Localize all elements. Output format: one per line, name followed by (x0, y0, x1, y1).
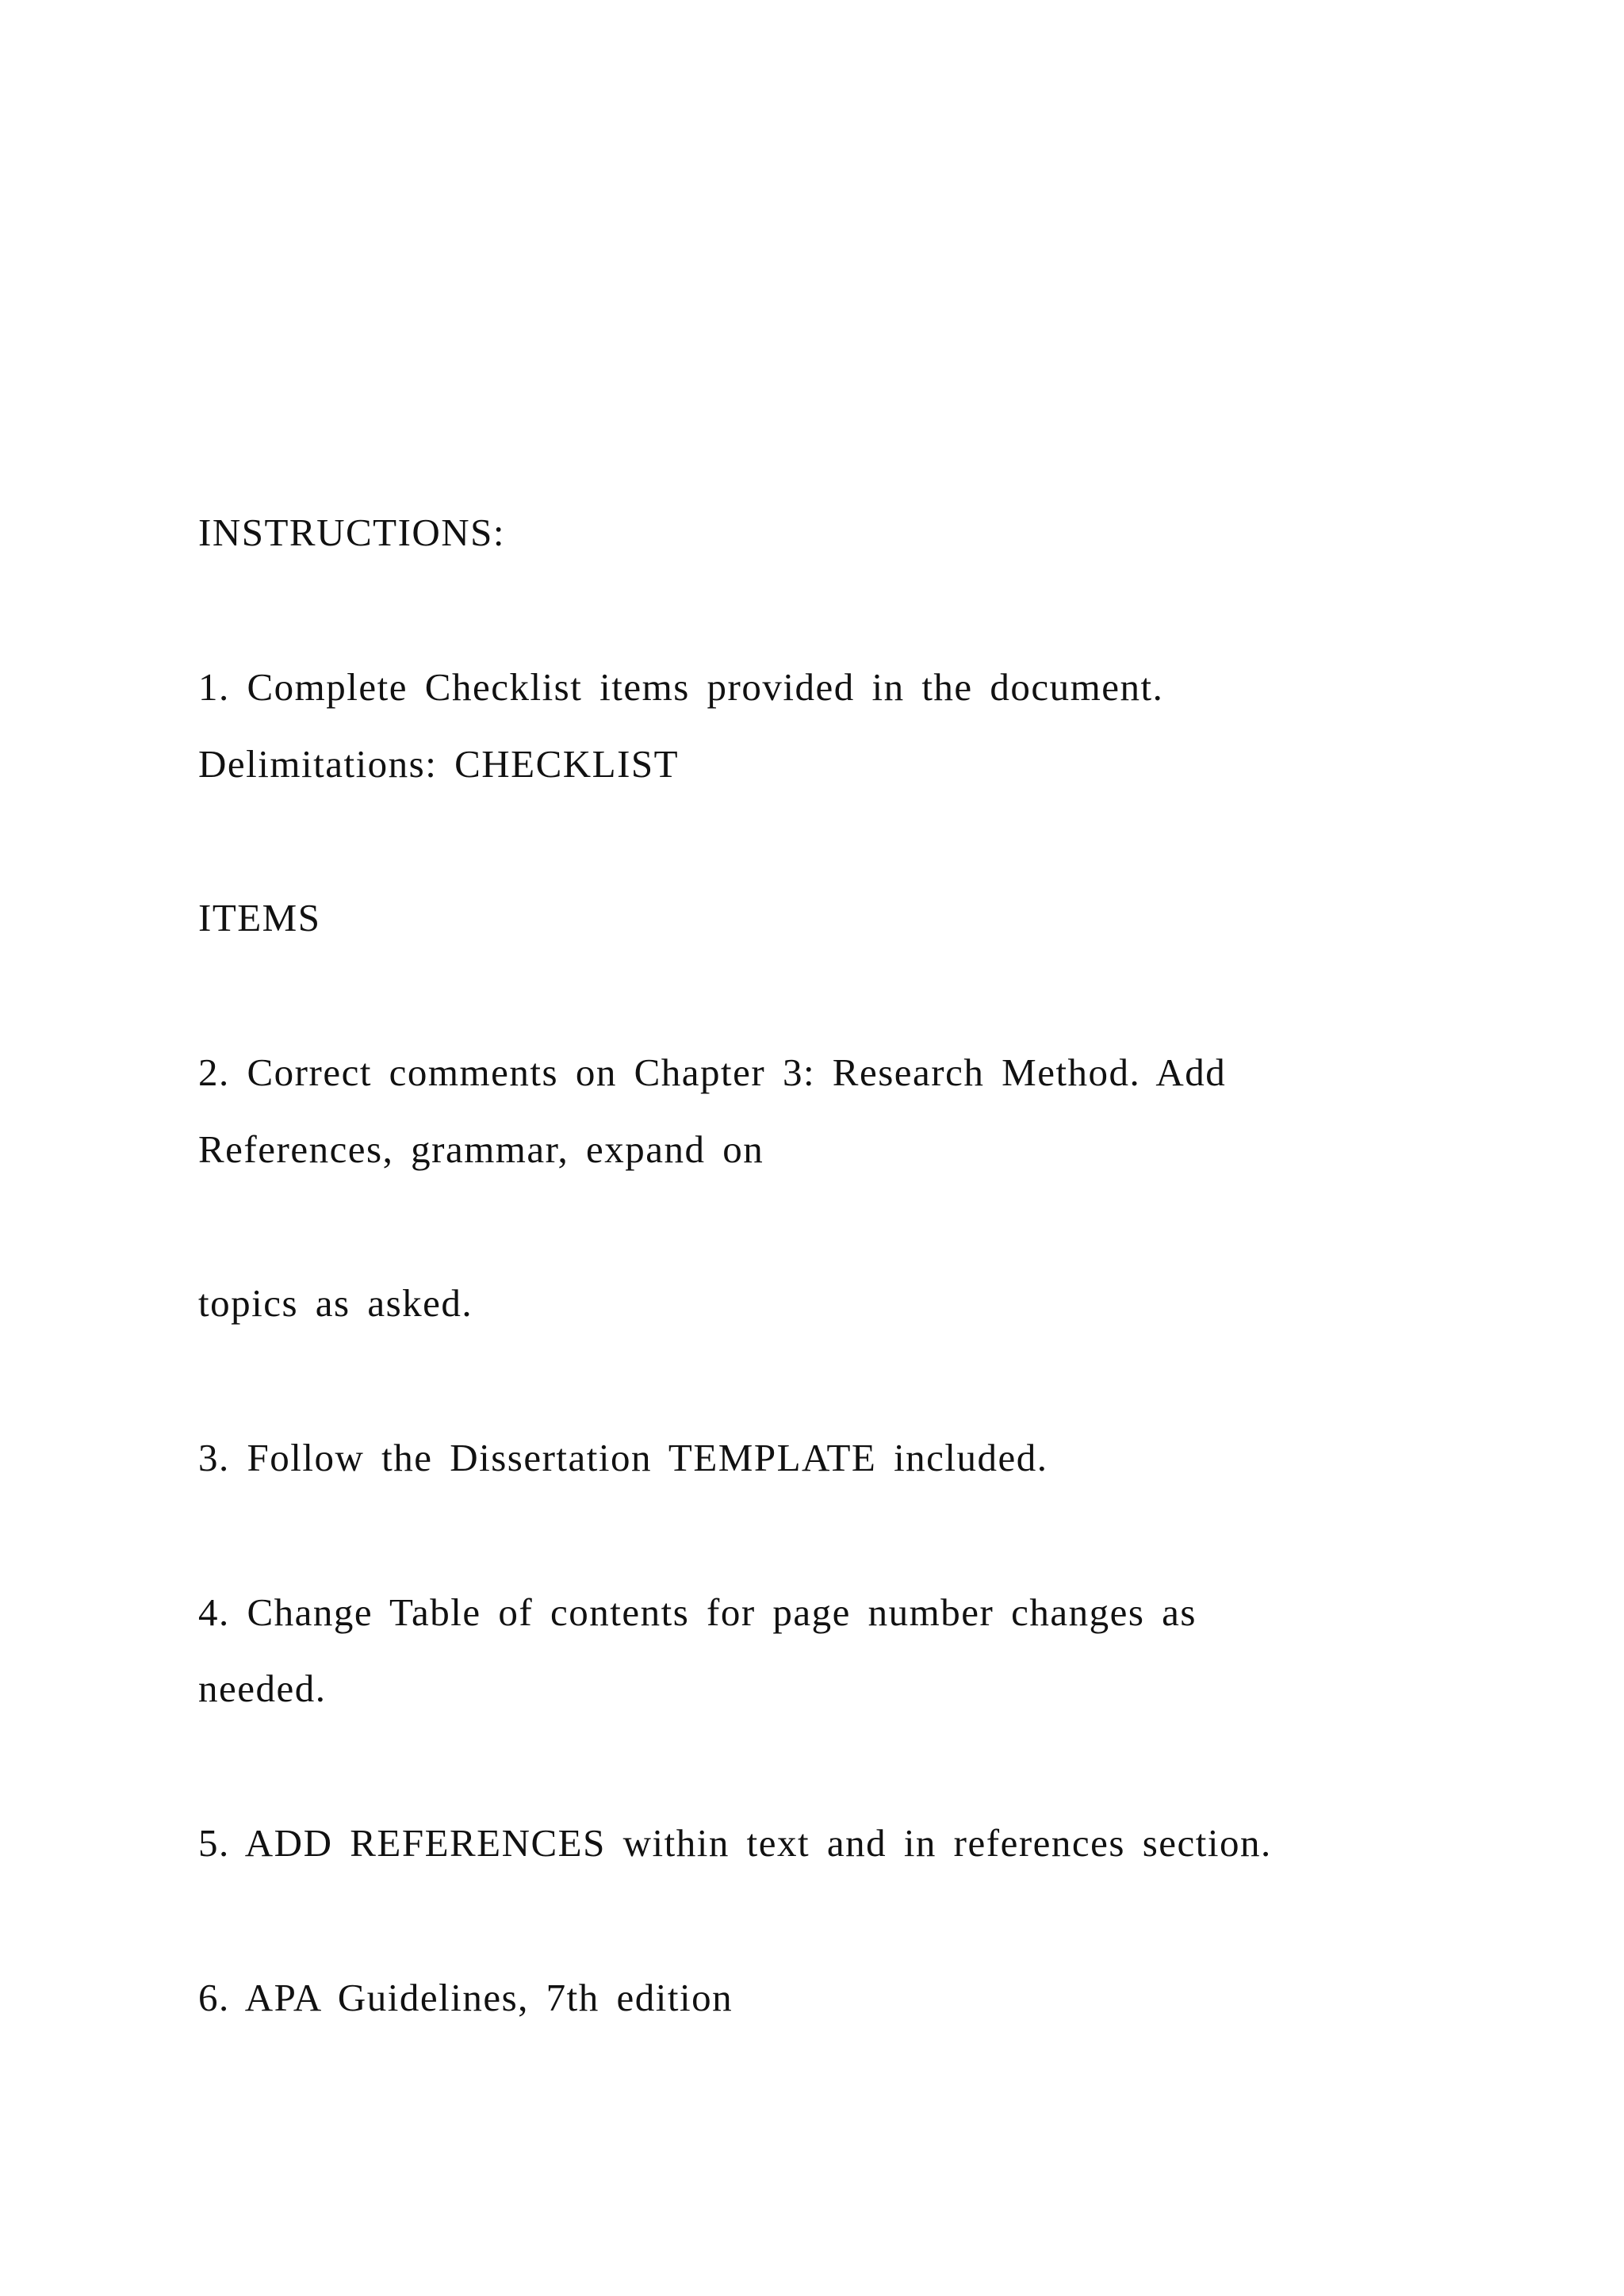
instruction-item-1-cont: Delimitations: CHECKLIST (198, 742, 680, 786)
instruction-item-3: 3. Follow the Dissertation TEMPLATE included. (198, 1436, 1048, 1479)
instruction-item-2-cont: References, grammar, expand on (198, 1127, 764, 1171)
instruction-item-4: 4. Change Table of contents for page number changes as (198, 1590, 1197, 1634)
instruction-item-1: 1. Complete Checklist items provided in the document. (198, 665, 1164, 709)
instruction-item-2-cont: topics as asked. (198, 1281, 473, 1325)
instructions-heading: INSTRUCTIONS: (198, 511, 506, 554)
instruction-item-2: 2. Correct comments on Chapter 3: Research Method. Add (198, 1050, 1227, 1094)
instruction-item-4-cont: needed. (198, 1667, 327, 1710)
instruction-item-1-cont: ITEMS (198, 896, 321, 939)
instruction-item-6: 6. APA Guidelines, 7th edition (198, 1976, 733, 2019)
instruction-item-5: 5. ADD REFERENCES within text and in references section. (198, 1821, 1272, 1865)
